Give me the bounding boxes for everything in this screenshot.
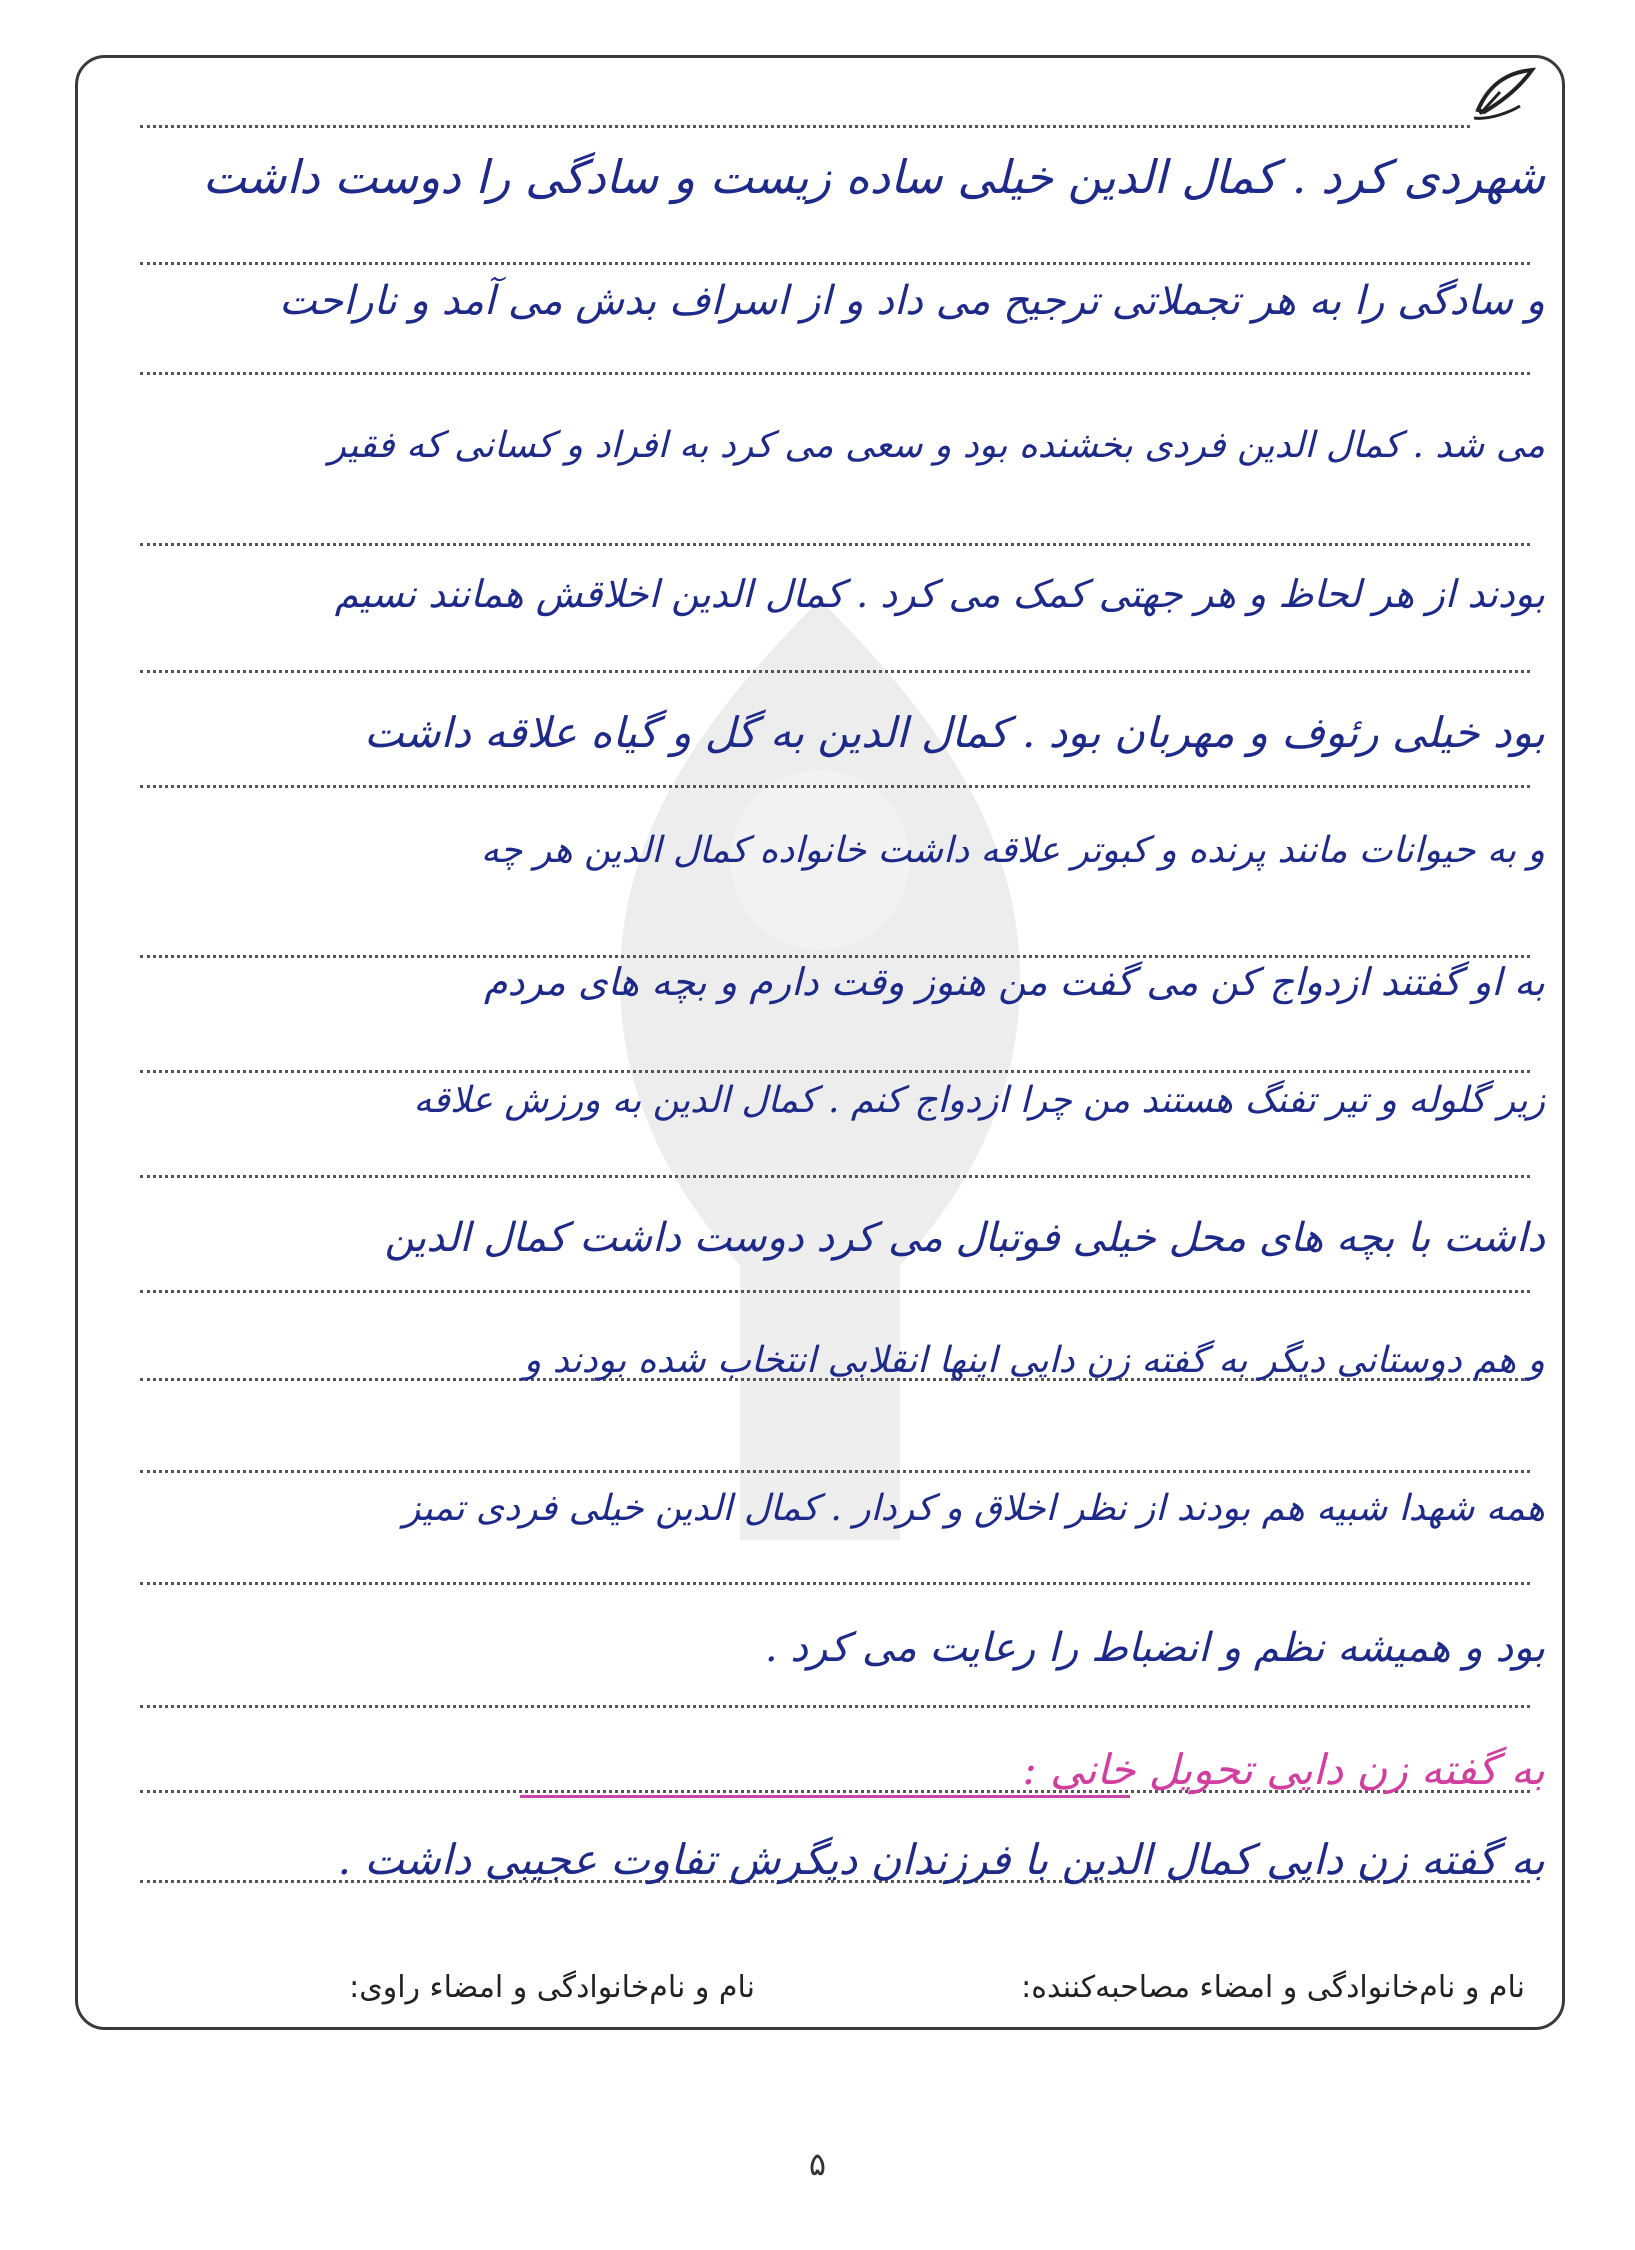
handwritten-line: بود خیلی رئوف و مهربان بود . کمال الدین به گل و گیاه علاقه داشت [364, 708, 1545, 757]
interviewer-signature-label: نام و نام‌خانوادگی و امضاء مصاحبه‌کننده: [1021, 1970, 1525, 2005]
narrator-signature-label: نام و نام‌خانوادگی و امضاء راوی: [349, 1970, 755, 2005]
ruling-line [140, 1470, 1530, 1473]
page-number: ۵ [808, 2145, 827, 2183]
ruling-line [140, 543, 1530, 546]
handwritten-line: و سادگی را به هر تجملاتی ترجیح می داد و از اسراف بدش می آمد و ناراحت [279, 278, 1545, 324]
ruling-line [140, 1290, 1530, 1293]
ruling-line [140, 1582, 1530, 1585]
ruling-line [140, 1705, 1530, 1708]
handwritten-line: داشت با بچه های محل خیلی فوتبال می کرد دوست داشت کمال الدین [384, 1215, 1545, 1261]
handwritten-line: به او گفتند ازدواج کن می گفت من هنوز وقت دارم و بچه های مردم [483, 960, 1545, 1004]
handwritten-line: بود و همیشه نظم و انضباط را رعایت می کرد . [764, 1625, 1545, 1671]
ruling-line [140, 262, 1530, 265]
pink-underline [520, 1795, 1130, 1798]
handwritten-line: بودند از هر لحاظ و هر جهتی کمک می کرد . کمال الدین اخلاقش همانند نسیم [334, 572, 1545, 616]
ruling-line [140, 125, 1470, 128]
ruling-line [140, 670, 1530, 673]
ruling-line [140, 1175, 1530, 1178]
ruling-line [140, 1070, 1530, 1073]
ruling-line [140, 372, 1530, 375]
handwritten-line: شهردی کرد . کمال الدین خیلی ساده زیست و سادگی را دوست داشت [202, 150, 1545, 204]
handwritten-line: همه شهدا شبیه هم بودند از نظر اخلاق و کردار . کمال الدین خیلی فردی تمیز [402, 1488, 1545, 1529]
handwritten-line: می شد . کمال الدین فردی بخشنده بود و سعی می کرد به افراد و کسانی که فقیر [328, 425, 1545, 466]
handwritten-line: و به حیوانات مانند پرنده و کبوتر علاقه داشت خانواده کمال الدین هر چه [480, 830, 1545, 871]
handwritten-line: زیر گلوله و تیر تفنگ هستند من چرا ازدواج کنم . کمال الدین به ورزش علاقه [413, 1080, 1545, 1121]
handwritten-line: به گفته زن دایی کمال الدین با فرزندان دیگرش تفاوت عجیبی داشت . [337, 1835, 1545, 1884]
handwritten-line: و هم دوستانی دیگر به گفته زن دایی اینها انقلابی انتخاب شده بودند و [523, 1340, 1545, 1381]
pen-icon [1470, 62, 1540, 122]
ruling-line [140, 955, 1530, 958]
handwritten-pink-heading: به گفته زن دایی تحویل خانی : [1022, 1745, 1545, 1794]
ruling-line [140, 785, 1530, 788]
